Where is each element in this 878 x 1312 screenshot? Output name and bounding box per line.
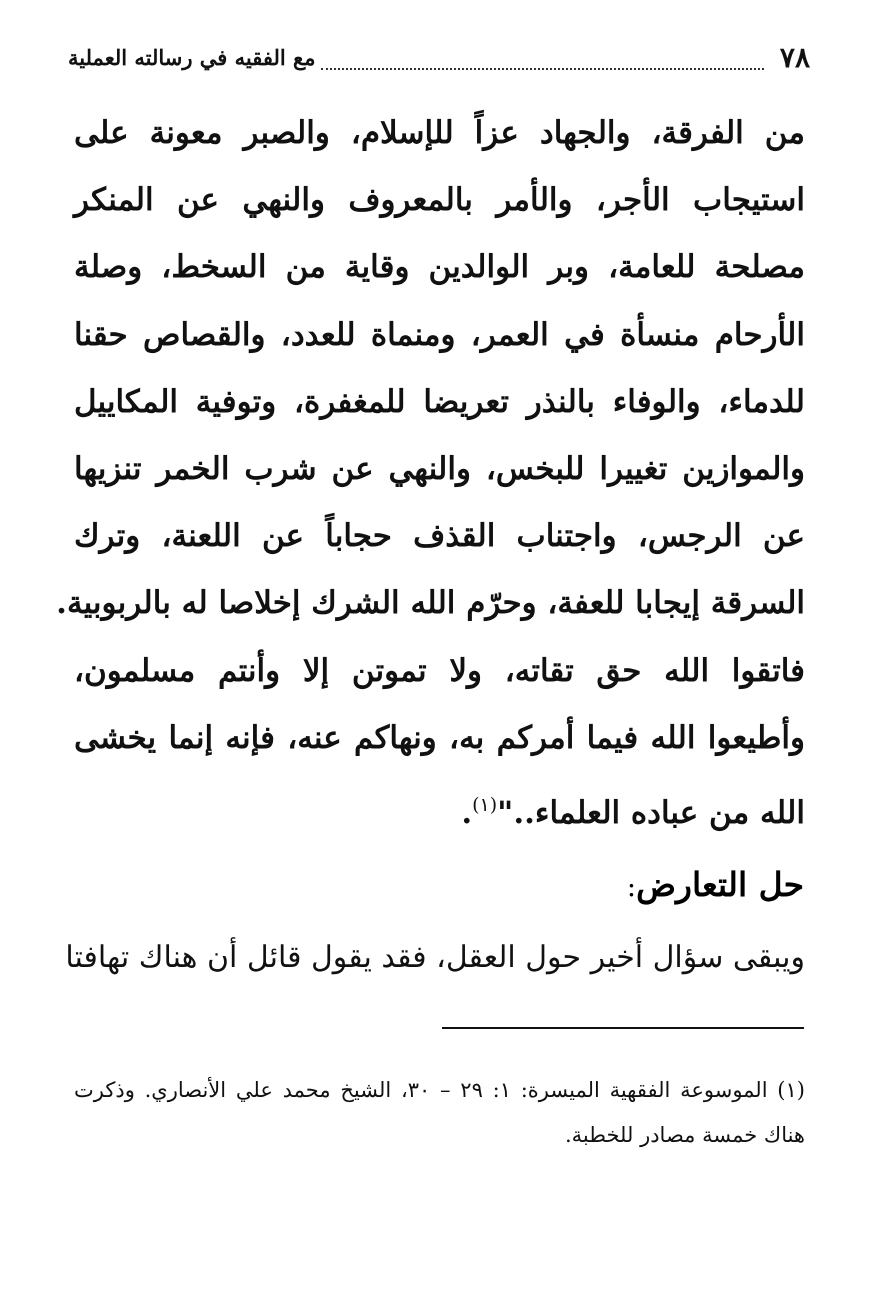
section-first-line: ويبقى سؤال أخير حول العقل، فقد يقول قائل أن هناك تهافتا [65, 940, 805, 975]
running-header [68, 38, 810, 78]
paragraph-line: الأرحام منسأة في العمر، ومنماة للعدد، والقصاص حقنا [74, 316, 805, 353]
footnote-separator [442, 1027, 804, 1029]
paragraph-line: عن الرجس، واجتناب القذف حجاباً عن اللعنة، وترك [74, 518, 805, 555]
paragraph-last-line [74, 772, 805, 839]
sentence-period: . [461, 794, 473, 831]
footnote-reference[interactable]: (١) [472, 793, 498, 816]
running-title: مع الفقيه في رسالته العملية [68, 45, 316, 70]
footnote-line: هناك خمسة مصادر للخطبة. [564, 1123, 805, 1147]
header-dot-leader [321, 67, 763, 70]
quote-closing-text: الله من عباده العلماء.." [497, 794, 805, 831]
main-paragraph [56, 100, 805, 839]
paragraph-line: وأطيعوا الله فيما أمركم به، ونهاكم عنه، فإنه إنما يخشى [74, 719, 805, 756]
paragraph-line: مصلحة للعامة، وبر الوالدين وقاية من السخط، وصلة [74, 249, 805, 286]
paragraph-line: للدماء، والوفاء بالنذر تعريضا للمغفرة، وتوفية المكاييل [74, 383, 805, 420]
paragraph-line: من الفرقة، والجهاد عزاً للإسلام، والصبر معونة على [74, 115, 805, 151]
footnote-line: (١) الموسوعة الفقهية الميسرة: ١: ٢٩ – ٣٠، الشيخ محمد علي الأنصاري. وذكرت [74, 1078, 805, 1102]
section-heading [627, 860, 804, 912]
page-number: ٧٨ [779, 41, 810, 74]
paragraph-line: استيجاب الأجر، والأمر بالمعروف والنهي عن المنكر [74, 182, 805, 219]
paragraph-line: السرقة إيجابا للعفة، وحرّم الله الشرك إخلاصا له بالربوبية. [56, 585, 805, 622]
section-heading-text: حل التعارض [636, 865, 804, 904]
paragraph-line: والموازين تغييرا للبخس، والنهي عن شرب الخمر تنزيها [74, 450, 805, 487]
paragraph-line: فاتقوا الله حق تقاته، ولا تموتن إلا وأنتم مسلمون، [74, 652, 805, 689]
footnotes [74, 1068, 805, 1158]
section-heading-colon: : [626, 870, 637, 903]
